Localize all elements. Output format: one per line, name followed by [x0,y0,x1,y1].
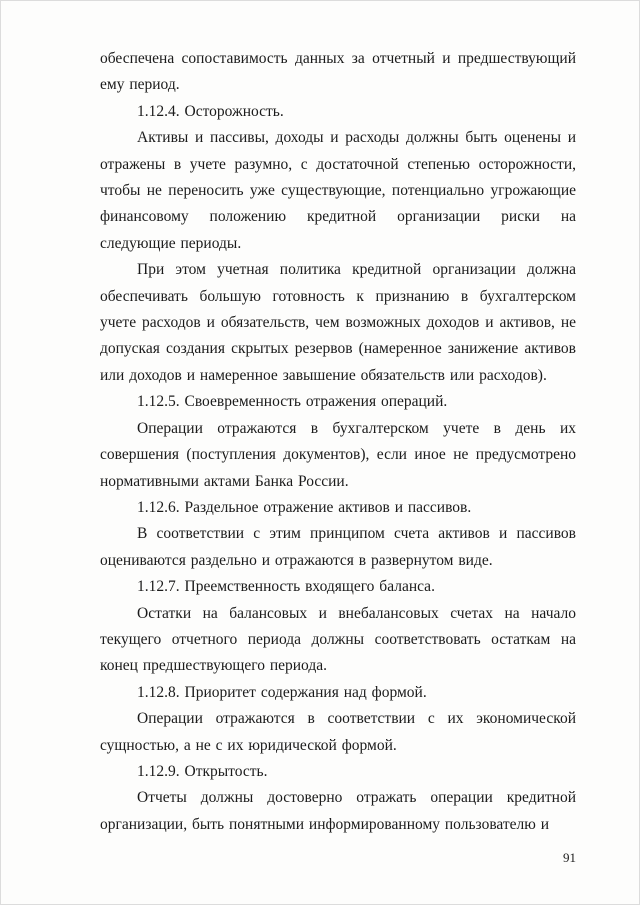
text-block [100,46,576,838]
paragraph: Отчеты должны достоверно отражать операции кредитной организации, быть понятными информированному пользователю и [100,789,576,833]
paragraph: Операции отражаются в соответствии с их экономической сущностью, а не с их юридической формой. [100,710,576,754]
paragraph: При этом учетная политика кредитной организации должна обеспечивать большую готовность к признанию в бухгалтерском учете расходов и обязательств, чем возможных доходов и активов, не допуская создания скрытых резервов (намеренное занижение активов или доходов и намеренное завышение обязательств или расходов). [100,261,576,384]
paragraph: Операции отражаются в бухгалтерском учете в день их совершения (поступления документов), если иное не предусмотрено нормативными актами Банка России. [100,419,576,490]
section-heading-1-12-7: 1.12.7. Преемственность входящего баланса. [137,578,435,596]
paragraph: Остатки на балансовых и внебалансовых счетах на начало текущего отчетного периода должны соответствовать остаткам на конец предшествующего периода. [100,604,576,675]
section-heading-1-12-4: 1.12.4. Осторожность. [137,102,284,120]
paragraph: Активы и пассивы, доходы и расходы должны быть оценены и отражены в учете разумно, с достаточной степенью осторожности, чтобы не переносить уже существующие, потенциально угрожающие финансовому положению кредитной организации риски на следующие периоды. [100,129,576,252]
paragraph: В соответствии с этим принципом счета активов и пассивов оцениваются раздельно и отражаются в развернутом виде. [100,525,576,569]
section-heading-1-12-8: 1.12.8. Приоритет содержания над формой. [137,683,427,701]
paragraph-continuation: обеспечена сопоставимость данных за отчетный и предшествующий ему период. [100,50,576,94]
section-heading-1-12-5: 1.12.5. Своевременность отражения операций. [137,393,448,411]
section-heading-1-12-6: 1.12.6. Раздельное отражение активов и пассивов. [137,498,472,516]
section-heading-1-12-9: 1.12.9. Открытость. [137,762,268,780]
page-number: 91 [563,850,576,865]
